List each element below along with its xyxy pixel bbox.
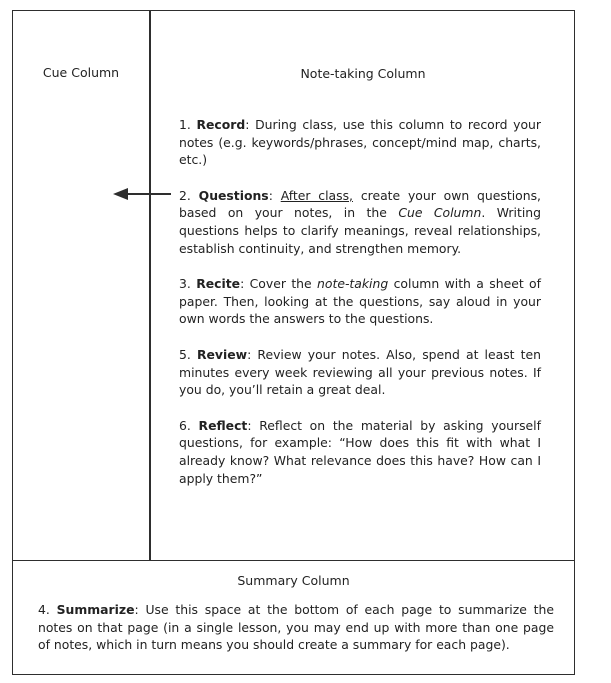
note-taking-items xyxy=(179,116,541,505)
note-taking-column-heading: Note-taking Column xyxy=(300,66,426,81)
item-recite xyxy=(179,275,541,328)
item-text: column with a sheet of paper. Then, looking at the questions, say aloud in your own words the answers to the questions. xyxy=(179,276,541,327)
item-italic-text: note-taking xyxy=(317,276,389,292)
item-text: create your own questions, based on your notes, in the xyxy=(179,187,541,221)
item-italic-text: Cue Column xyxy=(398,205,482,221)
summary-item xyxy=(38,601,554,654)
item-underlined-text: After class, xyxy=(280,187,353,203)
summary-column-heading: Summary Column xyxy=(237,573,350,588)
item-questions xyxy=(179,187,541,257)
item-term: Reflect xyxy=(198,417,248,433)
left-arrow-icon xyxy=(113,187,173,201)
item-term: Summarize xyxy=(56,602,135,617)
item-text: : xyxy=(268,187,281,203)
item-term: Recite xyxy=(196,276,241,292)
item-number: 5. xyxy=(179,346,191,362)
cue-column-heading: Cue Column xyxy=(42,65,120,80)
item-text: : Reflect on the material by asking yourself questions, for example: “How does this fit with what I already know? What relevance does this have? How can I apply them?” xyxy=(179,417,541,486)
item-review xyxy=(179,346,541,399)
item-number: 1. xyxy=(179,117,191,132)
item-text: : Review your notes. Also, spend at least ten minutes every week reviewing all your previous notes. If you do, you’ll retain a great deal. xyxy=(179,346,541,398)
item-term: Review xyxy=(196,346,248,362)
item-text: : Cover the xyxy=(240,276,318,292)
item-term: Questions xyxy=(198,187,269,203)
item-number: 2. xyxy=(179,187,191,203)
summary-divider xyxy=(13,560,574,561)
column-divider xyxy=(149,11,151,560)
item-reflect xyxy=(179,417,541,487)
item-number: 6. xyxy=(179,417,191,433)
item-number: 3. xyxy=(179,276,191,292)
item-number: 4. xyxy=(38,602,50,617)
item-text: : During class, use this column to record your notes (e.g. keywords/phrases, concept/mind map, charts, etc.) xyxy=(179,117,541,168)
cornell-notes-sheet xyxy=(12,10,575,675)
item-term: Record xyxy=(196,117,246,132)
item-text: : Use this space at the bottom of each page to summarize the notes on that page (in a single lesson, you may end up with more than one page of notes, which in turn means you should create a summary for each page). xyxy=(38,602,554,653)
item-text: . Writing questions helps to clarify meanings, reveal relationships, establish continuity, and strengthen memory. xyxy=(179,205,541,256)
item-record xyxy=(179,116,541,169)
